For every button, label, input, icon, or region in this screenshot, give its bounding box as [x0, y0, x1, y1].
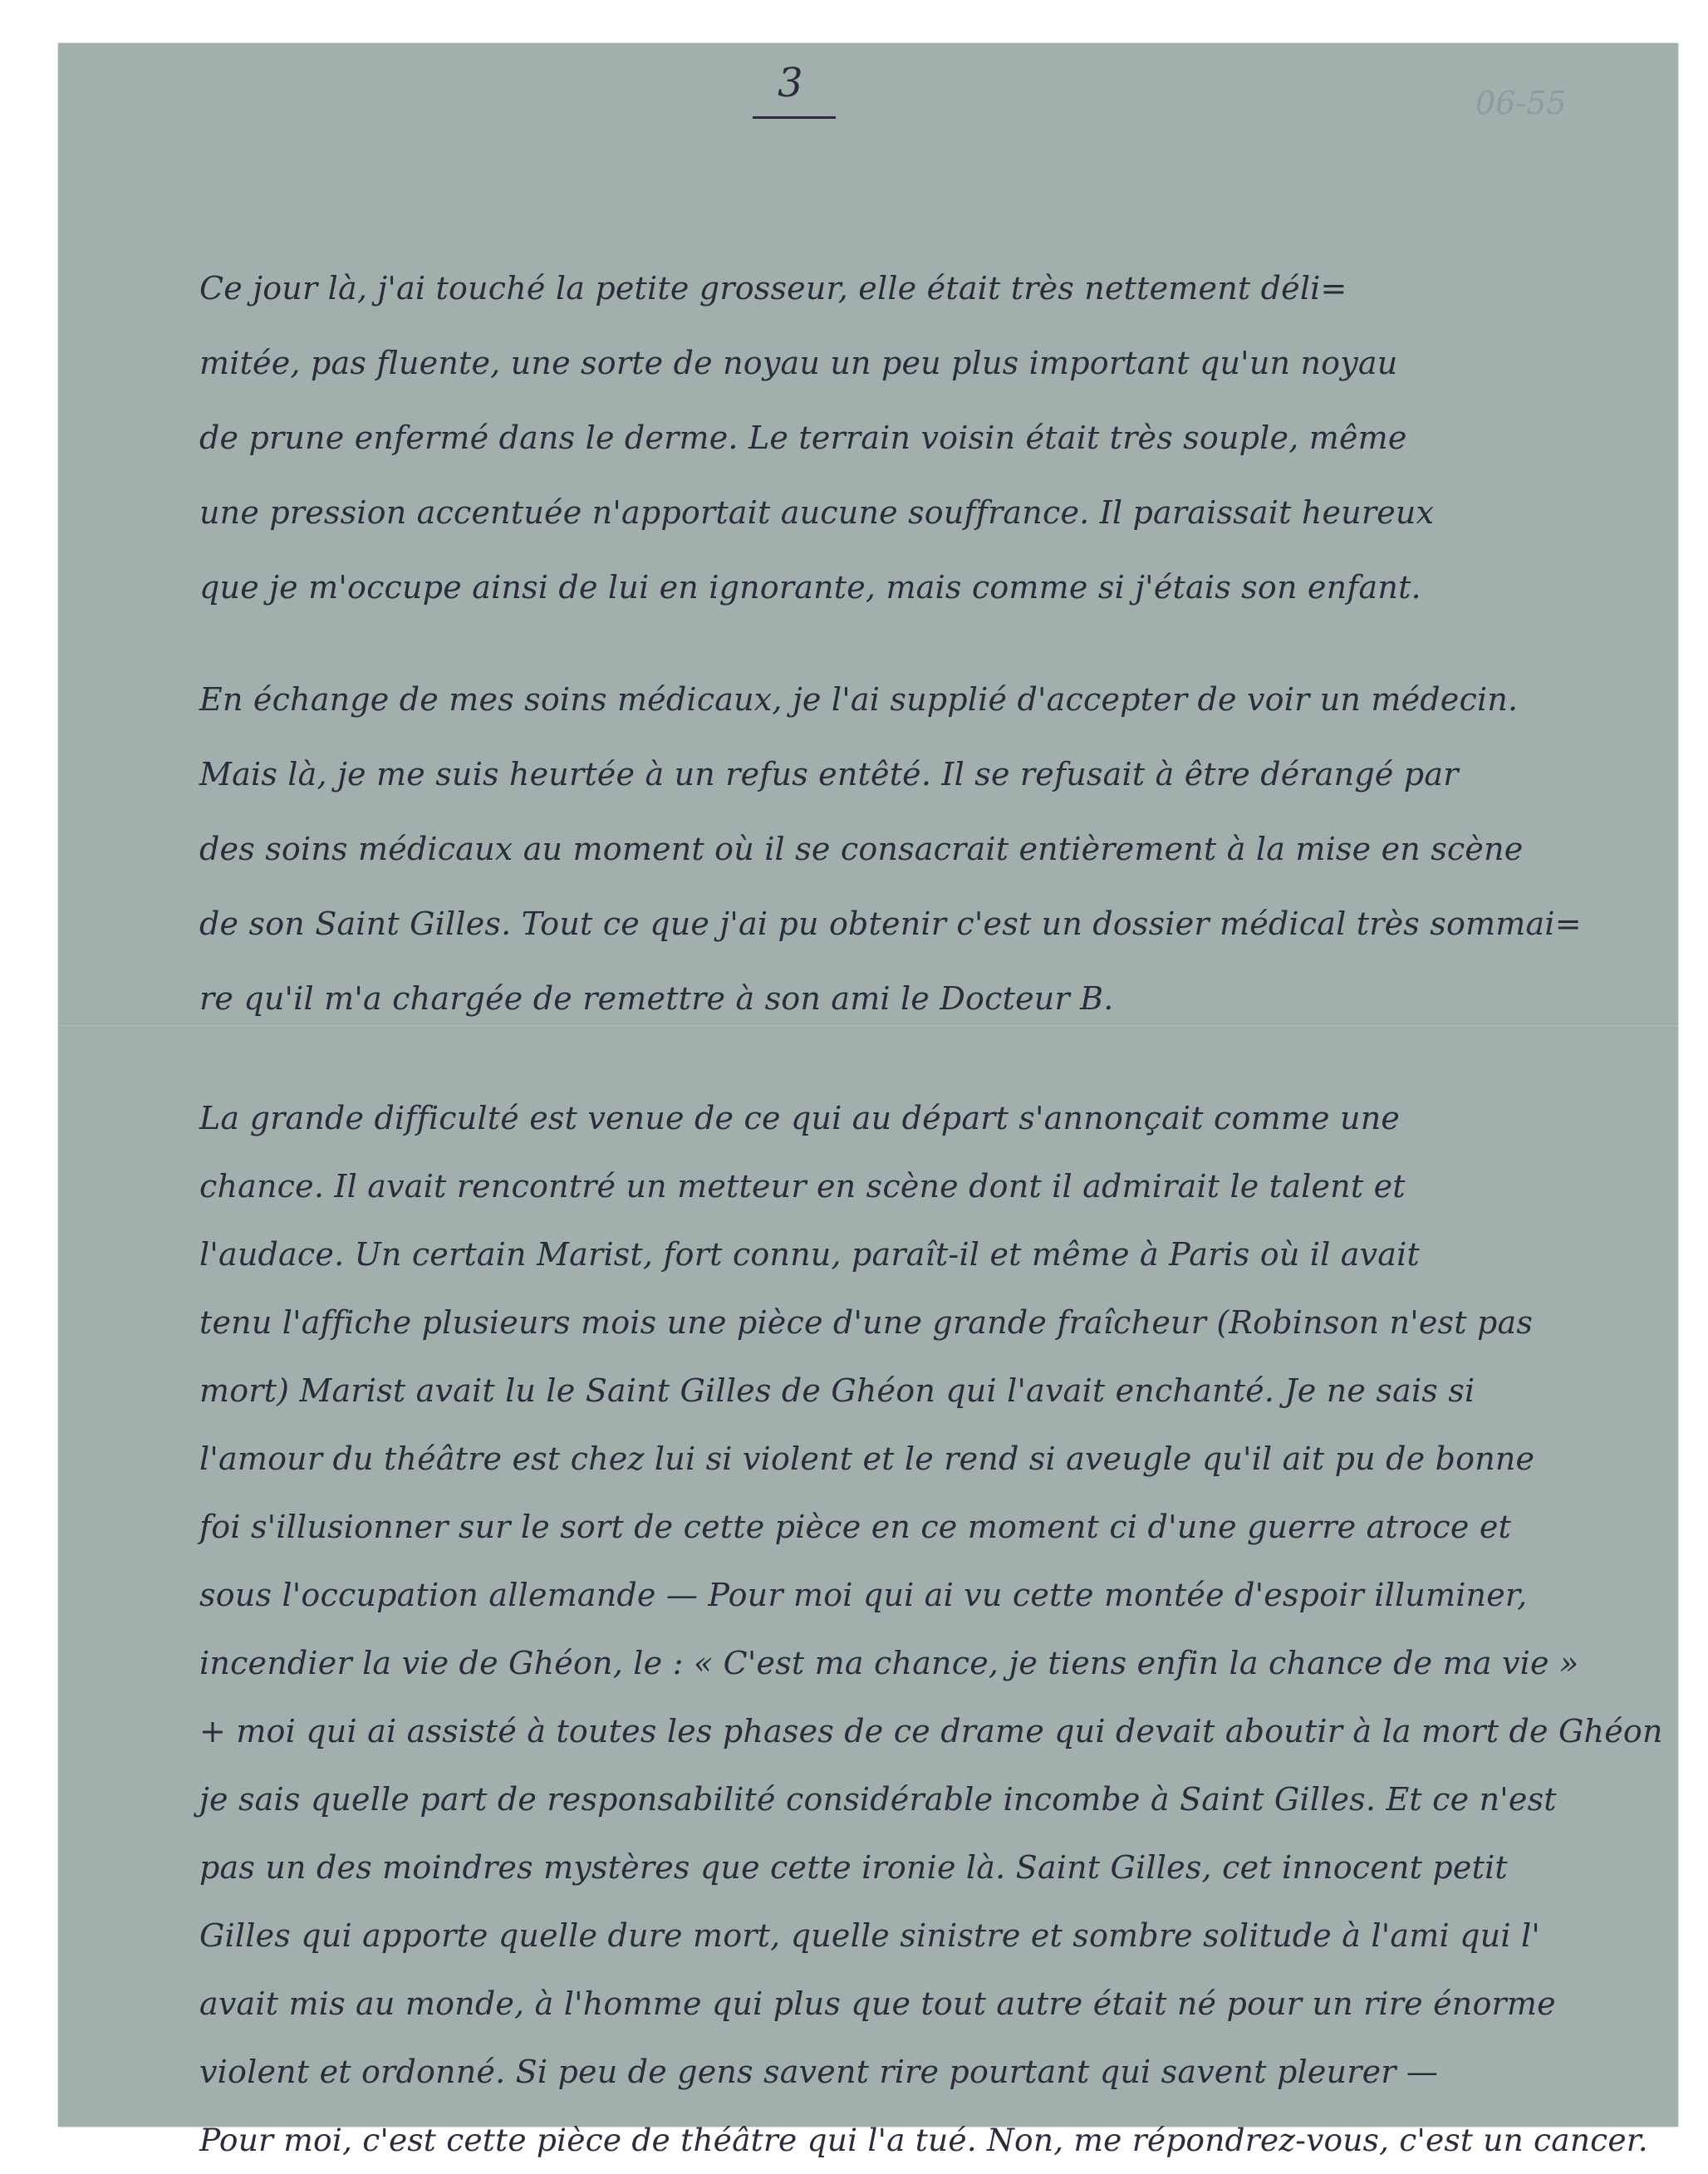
text-line: En échange de mes soins médicaux, je l'ai supplié d'accepter de voir un médecin.: [199, 681, 1519, 718]
page-number: 3: [778, 60, 803, 106]
text-line: l'audace. Un certain Marist, fort connu, paraît-il et même à Paris où il avait: [199, 1236, 1420, 1273]
text-line: tenu l'affiche plusieurs mois une pièce d'une grande fraîcheur (Robinson n'est pas: [199, 1304, 1534, 1341]
text-line: incendier la vie de Ghéon, le : « C'est ma chance, je tiens enfin la chance de ma vie »: [199, 1645, 1579, 1681]
text-line: de son Saint Gilles. Tout ce que j'ai pu obtenir c'est un dossier médical très sommai=: [199, 905, 1582, 942]
text-line: Ce jour là, j'ai touché la petite grosseur, elle était très nettement déli=: [199, 270, 1347, 307]
text-line: violent et ordonné. Si peu de gens savent rire pourtant qui savent pleurer —: [199, 2054, 1439, 2090]
text-line: mort) Marist avait lu le Saint Gilles de Ghéon qui l'avait enchanté. Je ne sais si: [199, 1372, 1475, 1409]
text-line: une pression accentuée n'apportait aucune souffrance. Il paraissait heureux: [199, 494, 1435, 531]
paragraph-3: [199, 1084, 1663, 2174]
archive-reference: 06-55: [1475, 85, 1567, 121]
text-line: pas un des moindres mystères que cette ironie là. Saint Gilles, cet innocent petit: [199, 1849, 1508, 1886]
text-line: Mais là, je me suis heurtée à un refus entêté. Il se refusait à être dérangé par: [199, 756, 1459, 793]
text-line: Pour moi, c'est cette pièce de théâtre qui l'a tué. Non, me répondrez-vous, c'est un cancer.: [199, 2122, 1648, 2158]
text-line: Gilles qui apporte quelle dure mort, quelle sinistre et sombre solitude à l'ami qui l': [199, 1917, 1540, 1954]
text-line: + moi qui ai assisté à toutes les phases de ce drame qui devait aboutir à la mort de Ghéon: [199, 1713, 1663, 1750]
text-line: re qu'il m'a chargée de remettre à son ami le Docteur B.: [199, 980, 1114, 1017]
paragraph-1: [199, 251, 1663, 625]
text-line: mitée, pas fluente, une sorte de noyau un peu plus important qu'un noyau: [199, 345, 1398, 381]
letter-sheet: [58, 43, 1678, 2158]
text-line: sous l'occupation allemande — Pour moi qui ai vu cette montée d'espoir illuminer,: [199, 1577, 1528, 1613]
text-line: foi s'illusionner sur le sort de cette pièce en ce moment ci d'une guerre atroce et: [199, 1509, 1511, 1545]
text-line: La grande difficulté est venue de ce qui au départ s'annonçait comme une: [199, 1100, 1401, 1136]
text-line: que je m'occupe ainsi de lui en ignorante, mais comme si j'étais son enfant.: [199, 569, 1421, 606]
paragraph-2: [199, 662, 1663, 1036]
text-line: je sais quelle part de responsabilité considérable incombe à Saint Gilles. Et ce n'est: [199, 1781, 1557, 1818]
text-line: des soins médicaux au moment où il se consacrait entièrement à la mise en scène: [199, 831, 1524, 867]
page-number-underline: [753, 116, 836, 119]
text-line: l'amour du théâtre est chez lui si violent et le rend si aveugle qu'il ait pu de bonne: [199, 1440, 1535, 1477]
text-line: de prune enfermé dans le derme. Le terrain voisin était très souple, même: [199, 420, 1407, 456]
text-line: chance. Il avait rencontré un metteur en scène dont il admirait le talent et: [199, 1168, 1406, 1205]
text-line: avait mis au monde, à l'homme qui plus que tout autre était né pour un rire énorme: [199, 1985, 1556, 2022]
